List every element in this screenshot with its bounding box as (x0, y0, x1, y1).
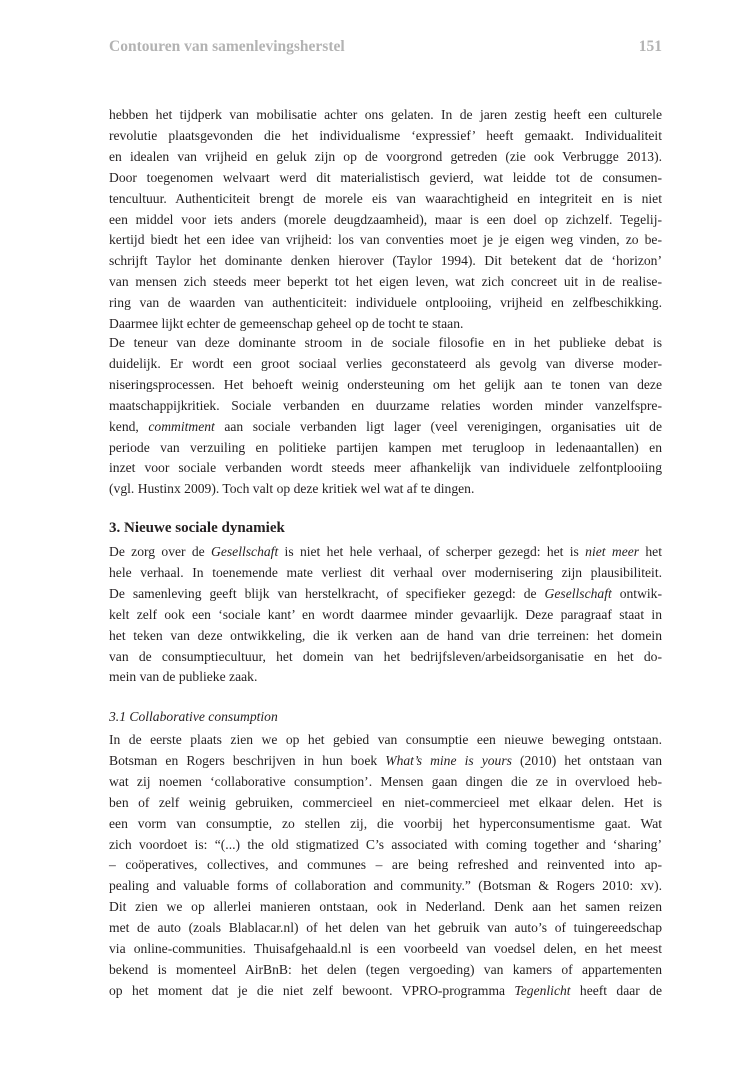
text-line: De teneur van deze dominante stroom in de sociale filosofie en in het publieke debat is (109, 335, 662, 350)
subsection-heading: 3.1 Collaborative consumption (109, 709, 278, 724)
text-line: hebben het tijdperk van mobilisatie achter ons gelaten. In de jaren zestig heeft een culturele (109, 107, 662, 122)
text-line: met de auto (zoals Blablacar.nl) of het delen van het gebruik van auto’s of tuingereedschap (109, 920, 662, 936)
text-fragment: ontwik- (611, 585, 663, 601)
text-line: (vgl. Hustinx 2009). Toch valt op deze kritiek wel wat af te dingen. (109, 481, 475, 497)
text-line: een middel voor iets anders (morele deugdzaamheid), maar is een doel op zichzelf. Tegelij- (109, 211, 662, 227)
page-number: 151 (638, 38, 662, 55)
text-line: periode van verzuiling en politieke partijen kampen met terugloop in ledenaantallen) en (109, 439, 662, 455)
text-line: niseringsprocessen. Het behoeft weinig ondersteuning om het gelijk aan te tonen van deze (109, 376, 662, 392)
text-line: van mensen zich steeds meer beperkt tot het eigen leven, wat zich concreet uit in de realise- (109, 274, 662, 290)
text-line (109, 981, 662, 1002)
running-title: Contouren van samenlevingsherstel (109, 38, 345, 55)
paragraph-4 (109, 730, 662, 1002)
emphasis: commitment (148, 418, 215, 434)
text-line: en idealen van vrijheid en geluk zijn op de voorgrond getreden (zie ook Verbrugge 2013). (109, 148, 662, 164)
text-fragment: het (639, 544, 662, 559)
text-fragment: De samenleving geeft blijk van herstelkracht, of specifieker gezegd: de (109, 585, 545, 601)
text-line (109, 584, 662, 605)
text-line: kelt zelf ook een ‘sociale kant’ en wordt daarmee minder gevaarlijk. Deze paragraaf staat in (109, 606, 662, 622)
book-title: What’s mine is yours (385, 752, 512, 768)
emphasis: niet meer (585, 544, 640, 559)
emphasis: Gesellschaft (211, 544, 279, 559)
section-heading: 3. Nieuwe sociale dynamiek (109, 520, 285, 536)
text-line: inzet voor sociale verbanden wordt steeds meer afhankelijk van individuele zelfontplooiing (109, 460, 662, 476)
text-fragment: is niet het hele verhaal, of scherper gezegd: het is (278, 544, 586, 559)
text-line: Door toegenomen welvaart werd dit materialistisch gevierd, wat leidde tot de consumen- (109, 169, 662, 185)
text-line: bekend is momenteel AirBnB: het delen (tegen vergoeding) van kamers of appartementen (109, 961, 662, 977)
text-line: In de eerste plaats zien we op het gebied van consumptie een nieuwe beweging ontstaan. (109, 732, 662, 747)
text-line: zich voordoet is: “(...) the old stigmatized C’s associated with coming together and ‘sharing’ (109, 836, 662, 852)
text-fragment: De zorg over de (109, 544, 212, 559)
text-fragment: op het moment dat je die niet zelf bewoont. VPRO-programma (109, 982, 515, 998)
text-line: hele verhaal. In toenemende mate verliest dit verhaal over modernisering zijn plausibiliteit. (109, 564, 662, 580)
program-title: Tegenlicht (514, 982, 571, 998)
text-line: kertijd biedt het een idee van vrijheid: los van conventies moet je je eigen weg vinden, zo be- (109, 232, 662, 248)
text-line: schrijft Taylor het dominante denken hierover (Taylor 1994). Dit betekent dat de ‘horizon’ (109, 253, 662, 269)
text-fragment: Botsman en Rogers beschrijven in hun boek (109, 752, 386, 768)
emphasis: Gesellschaft (544, 585, 612, 601)
running-header (109, 38, 662, 62)
text-line: tencultuur. Authenticiteit brengt de morele eis van waarachtigheid en integriteit en is niet (109, 190, 662, 206)
text-line: wat zij noemen ‘collaborative consumption’. Mensen gaan dingen die ze in overvloed heb- (109, 773, 662, 789)
text-line (109, 751, 662, 772)
text-line: pealing and valuable forms of collaboration and community.” (Botsman & Rogers 2010: xv). (109, 878, 662, 894)
text-line: – coöperatives, collectives, and communes – are being refreshed and reinvented into ap- (109, 857, 662, 873)
text-fragment: aan sociale verbanden ligt lager (veel verenigingen, organisaties uit de (214, 418, 662, 434)
text-line: via online-communities. Thuisafgehaald.nl is een voorbeeld van voedsel delen, en het meest (109, 941, 662, 957)
text-line: revolutie plaatsgevonden die het individualisme ‘expressief’ heeft gemaakt. Individualiteit (109, 127, 662, 143)
text-line (109, 417, 662, 438)
text-line: duidelijk. Er wordt een groot sociaal verlies geconstateerd als gevolg van diverse moder- (109, 355, 662, 371)
text-line: het teken van deze ontwikkeling, die ik verken aan de hand van drie terreinen: het domein (109, 627, 662, 643)
text-fragment: heeft daar de (570, 982, 662, 998)
paragraph-2 (109, 333, 662, 500)
paragraph-1 (109, 105, 662, 335)
text-line: maatschappijkritiek. Sociale verbanden en duurzame relaties worden minder vanzelfspre- (109, 397, 662, 413)
text-fragment: (2010) het ontstaan van (511, 752, 663, 768)
text-line: mein van de publieke zaak. (109, 669, 258, 685)
text-line: van de consumptiecultuur, het domein van het bedrijfsleven/arbeidsorganisatie en het do- (109, 648, 662, 664)
text-line: ring van de waarden van authenticiteit: individuele ontplooiing, vrijheid en zelfbeschikking. (109, 295, 662, 311)
paragraph-3 (109, 542, 662, 688)
text-line: Dit zien we op allerlei manieren ontstaan, ook in Nederland. Denk aan het samen reizen (109, 899, 662, 915)
text-line: een vorm van consumptie, zo stellen zij, die voorbij het hyperconsumentisme gaat. Wat (109, 815, 662, 831)
text-line: ben of zelf weinig gebruiken, commercieel en niet-commercieel met elkaar delen. Het is (109, 794, 662, 810)
text-line: Daarmee lijkt echter de gemeenschap geheel op de tocht te staan. (109, 316, 464, 332)
text-line (109, 542, 662, 563)
text-fragment: kend, (109, 418, 149, 434)
